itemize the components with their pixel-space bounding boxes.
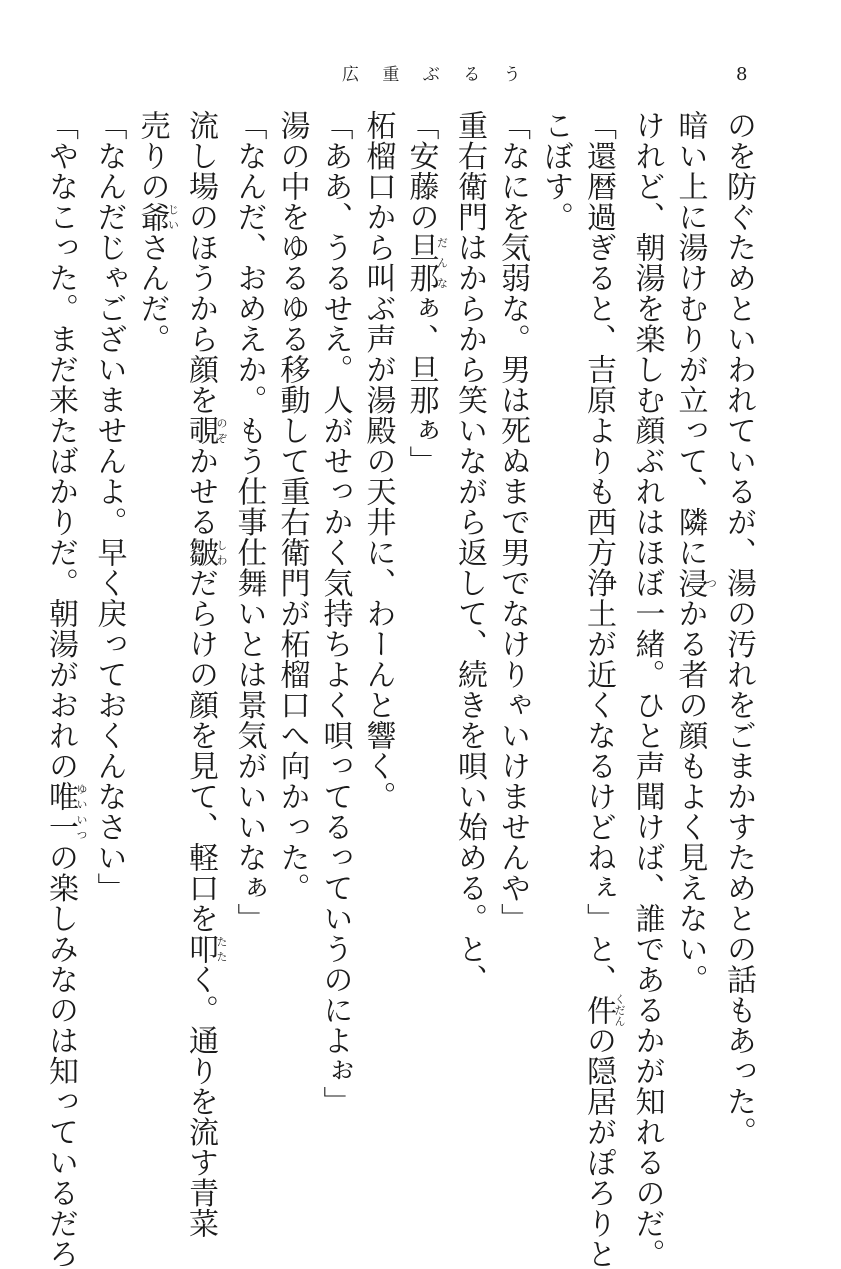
text-line [131,110,180,1130]
text-line [228,110,271,1130]
text-line [626,110,669,1269]
text-line [271,110,314,1130]
ruby-reading: じい [166,201,180,232]
text-segment: けれど、朝湯を楽しむ顔ぶれはほぼ一緒。ひと声聞けば、誰であるかが知れるのだ。 [629,110,665,1269]
text-segment: 「やなこった。まだ来たばかりだ。朝湯がおれの [43,110,78,781]
ruby-annotation [403,232,449,293]
text-line [314,110,357,1130]
text-line [534,110,577,1130]
text-segment: 湯の中をゆるゆる移動して重右衛門が柘榴口へ向かった。 [274,110,310,903]
text-segment: 流し場のほうから顔を [183,110,218,415]
ruby-annotation [183,415,228,446]
text-segment: だらけの顔を見て、軽口を [183,567,218,934]
running-header [0,64,841,94]
ruby-annotation [672,567,718,599]
text-line [400,110,449,1130]
text-segment: さんだ。 [134,232,170,354]
ruby-base: 叩 [183,933,218,964]
ruby-annotation [43,781,88,842]
text-line [669,110,718,1130]
text-segment: 「安藤の [403,110,439,232]
ruby-annotation [183,537,228,568]
ruby-reading: しわ [215,537,228,568]
ruby-base: 唯一 [43,781,78,842]
text-segment: 「なんだじゃございませんよ。早く戻っておくんなさい」 [91,110,127,903]
ruby-base: 旦那 [403,232,439,293]
text-segment: かる者の顔もよく見えない。 [672,598,708,995]
text-segment: 重右衛門はからから笑いながら返して、続きを唄い始める。と、 [452,110,487,995]
text-segment: く。通りを流す青菜 [183,964,218,1239]
text-segment: 暗い上に湯けむりが立って、隣に [672,110,708,568]
text-segment: 「ああ、うるせえ。人がせっかく気持ちよく唄ってるっていうのによぉ」 [317,110,353,1117]
ruby-annotation [581,993,626,1027]
text-line [448,110,491,1130]
text-segment: 「なにを気弱な。男は死ぬまで男でなけりゃいけませんや」 [495,110,530,934]
ruby-annotation [134,201,180,233]
text-segment: ぁ、旦那ぁ」 [403,293,439,476]
text-line [577,110,626,1269]
text-line [491,110,534,1130]
ruby-annotation [183,933,228,965]
ruby-reading: つ [704,567,718,598]
text-segment: 柘榴口から叫ぶ声が湯殿の天井に、わーんと響く。 [360,110,396,812]
text-segment: かせる [183,445,218,537]
text-segment: 「還暦過ぎると、吉原よりも西方浄土が近くなるけどねぇ」と、 [581,110,616,995]
text-line [179,110,228,1239]
text-segment: こぼす。 [538,110,573,232]
ruby-base: 覗 [183,415,218,446]
ruby-reading: たた [215,933,228,964]
ruby-reading: くだん [613,993,626,1027]
ruby-reading: ゆいいつ [75,781,88,842]
text-segment: 「なんだ、おめえか。もう仕事仕舞いとは景気がいいなぁ」 [231,110,267,934]
vertical-text-body [43,110,760,1269]
text-line [88,110,131,1130]
ruby-base: 浸 [672,567,708,598]
ruby-base: 皺 [183,537,218,568]
ruby-base: 爺 [134,201,170,232]
ruby-reading: だんな [435,232,449,293]
ruby-reading: のぞ [215,415,228,446]
text-segment: 売りの [134,110,170,202]
text-segment: の楽しみなのは知っているだろ [43,842,78,1269]
ruby-base: 件 [581,993,616,1027]
text-segment: の隠居がぽろりと [581,1025,616,1269]
text-line [357,110,400,1130]
text-segment: のを防ぐためといわれているが、湯の汚れをごまかすためとの話もあった。 [721,110,756,1147]
page-number: 8 [736,64,748,85]
text-line [39,110,88,1269]
book-title: 広 重 ぶ る う [342,65,530,85]
text-line [717,110,760,1147]
